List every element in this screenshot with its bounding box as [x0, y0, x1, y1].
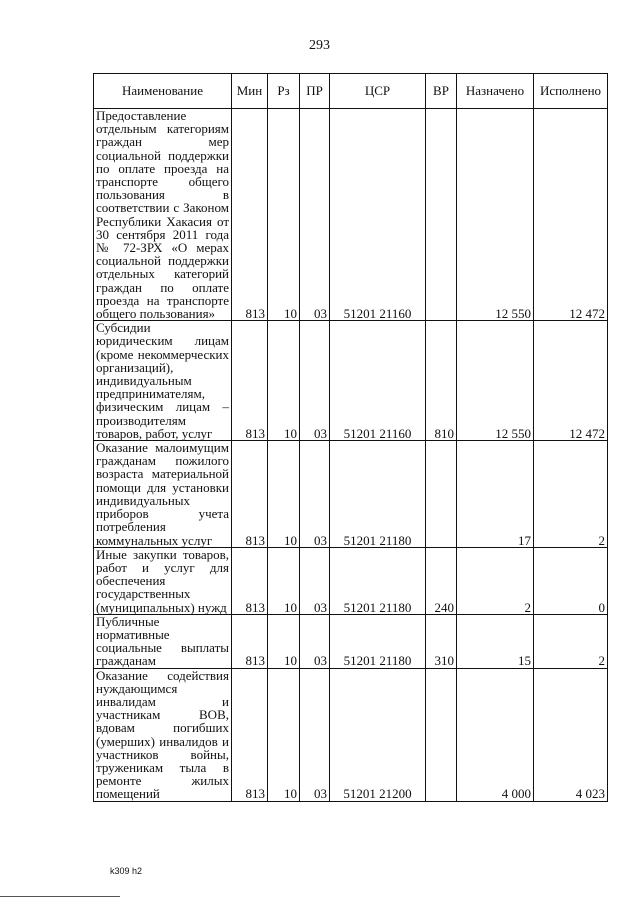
- row-min: 813: [232, 441, 268, 548]
- table-row: [94, 614, 608, 668]
- row-vr: [426, 441, 457, 548]
- footer-code: k309 h2: [110, 866, 143, 876]
- row-rz: 10: [268, 668, 300, 801]
- row-executed: 2: [534, 614, 608, 668]
- header-min: Мин: [232, 74, 268, 109]
- row-name: Предоставление отдельным категориям граждан мер социальной поддержки по оплате проезда на транспорте общего пользования в соответствии с Законом Республики Хакасия от 30 сентября 2011 года № 72-ЗРХ «О мерах социальной поддержки отдельных категорий граждан по оплате проезда на транспорте общего пользования»: [94, 109, 232, 321]
- row-name: Публичные нормативные социальные выплаты гражданам: [94, 614, 232, 668]
- header-rz: Рз: [268, 74, 300, 109]
- row-min: 813: [232, 321, 268, 441]
- row-assigned: 17: [457, 441, 534, 548]
- row-vr: [426, 109, 457, 321]
- header-pr: ПР: [300, 74, 330, 109]
- row-name: Оказание содействия нуждающимся инвалидам и участникам ВОВ, вдовам погибших (умерших) инвалидов и участников войны, труженикам тыла в ремонте жилых помещений: [94, 668, 232, 801]
- row-min: 813: [232, 109, 268, 321]
- row-pr: 03: [300, 668, 330, 801]
- row-vr: [426, 668, 457, 801]
- row-min: 813: [232, 668, 268, 801]
- row-csr: 51201 21180: [330, 547, 426, 614]
- row-assigned: 12 550: [457, 321, 534, 441]
- row-name: Субсидии юридическим лицам (кроме некоммерческих организаций), индивидуальным предпринимателям, физическим лицам – производителям товаров, работ, услуг: [94, 321, 232, 441]
- row-assigned: 12 550: [457, 109, 534, 321]
- row-executed: 4 023: [534, 668, 608, 801]
- table-row: [94, 321, 608, 441]
- row-executed: 12 472: [534, 109, 608, 321]
- budget-table: [93, 73, 608, 802]
- row-rz: 10: [268, 109, 300, 321]
- header-vr: ВР: [426, 74, 457, 109]
- row-pr: 03: [300, 321, 330, 441]
- row-name: Иные закупки товаров, работ и услуг для обеспечения государственных (муниципальных) нужд: [94, 547, 232, 614]
- row-csr: 51201 21160: [330, 109, 426, 321]
- row-vr: 240: [426, 547, 457, 614]
- row-min: 813: [232, 614, 268, 668]
- row-csr: 51201 21160: [330, 321, 426, 441]
- header-executed: Исполнено: [534, 74, 608, 109]
- row-pr: 03: [300, 547, 330, 614]
- row-name: Оказание малоимущим гражданам пожилого возраста материальной помощи для установки индивидуальных приборов учета потребления коммунальных услуг: [94, 441, 232, 548]
- row-csr: 51201 21200: [330, 668, 426, 801]
- table-header-row: [94, 74, 608, 109]
- row-rz: 10: [268, 441, 300, 548]
- row-assigned: 2: [457, 547, 534, 614]
- row-assigned: 4 000: [457, 668, 534, 801]
- row-rz: 10: [268, 614, 300, 668]
- table-row: [94, 668, 608, 801]
- row-assigned: 15: [457, 614, 534, 668]
- row-executed: 12 472: [534, 321, 608, 441]
- bottom-rule: [0, 896, 120, 897]
- table-row: [94, 547, 608, 614]
- header-assigned: Назначено: [457, 74, 534, 109]
- row-pr: 03: [300, 109, 330, 321]
- row-vr: 310: [426, 614, 457, 668]
- row-csr: 51201 21180: [330, 441, 426, 548]
- page-number: 293: [309, 38, 330, 53]
- row-csr: 51201 21180: [330, 614, 426, 668]
- row-vr: 810: [426, 321, 457, 441]
- table-row: [94, 441, 608, 548]
- row-executed: 0: [534, 547, 608, 614]
- header-name: Наименование: [94, 74, 232, 109]
- row-pr: 03: [300, 614, 330, 668]
- row-rz: 10: [268, 547, 300, 614]
- header-csr: ЦСР: [330, 74, 426, 109]
- table-row: [94, 109, 608, 321]
- row-min: 813: [232, 547, 268, 614]
- row-pr: 03: [300, 441, 330, 548]
- row-rz: 10: [268, 321, 300, 441]
- row-executed: 2: [534, 441, 608, 548]
